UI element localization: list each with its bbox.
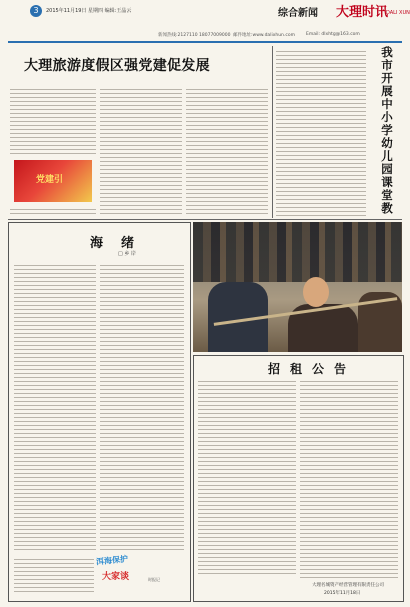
tug-of-war-photo bbox=[193, 222, 402, 352]
essay-body-col2 bbox=[100, 262, 184, 550]
email-text: Email: dlxhtg@163.com bbox=[306, 32, 360, 37]
announcement-title: 招租公告 bbox=[268, 362, 357, 376]
website-text: 邮件地址:www.dalixhun.com bbox=[233, 33, 295, 38]
announcement-date: 2015年11月18日 bbox=[324, 591, 361, 596]
hotline-text: 新闻热线:2127110 18077009000 bbox=[158, 33, 231, 38]
logo-line1: 洱海保护 bbox=[95, 553, 129, 567]
lead-body-col3 bbox=[186, 86, 268, 216]
lake-protection-logo bbox=[96, 555, 162, 589]
header-rule bbox=[8, 41, 402, 43]
brand-logo: 大理时讯 bbox=[336, 5, 389, 20]
lead-body-col1a bbox=[10, 86, 96, 156]
logo-line2: 大家谈 bbox=[102, 572, 130, 582]
lead-headline: 大理旅游度假区强党建促发展 bbox=[24, 58, 210, 74]
photo-crowd bbox=[193, 222, 402, 282]
side-story-body bbox=[276, 48, 366, 216]
lead-body-col2 bbox=[100, 86, 182, 216]
logo-note: 时报记 bbox=[148, 577, 160, 582]
column-divider bbox=[272, 46, 273, 218]
brand-sub: DALI XUN bbox=[386, 10, 410, 16]
page-number-badge: 3 bbox=[30, 5, 42, 17]
issue-meta: 2015年11月19日 星期四 编辑:王晶云 bbox=[46, 8, 132, 14]
essay-body-col1 bbox=[14, 262, 96, 552]
contact-bar bbox=[8, 32, 402, 40]
lead-body-col1b bbox=[10, 206, 96, 216]
section-divider bbox=[8, 219, 402, 220]
masthead bbox=[0, 0, 410, 26]
side-story-headline: 我 市 开 展 中 小 学 幼 儿 园 课 堂 教 bbox=[381, 45, 393, 215]
essay-author: □ 乡 岸 bbox=[118, 251, 136, 257]
essay-title: 海绪 bbox=[90, 236, 153, 251]
lead-photo-text: 党建引 bbox=[36, 175, 64, 185]
announcement-signer: 大理名城资产经营管理有限责任公司 bbox=[312, 583, 384, 588]
lead-photo bbox=[14, 160, 92, 202]
announcement-body-col1 bbox=[198, 378, 296, 574]
essay-body-col1b bbox=[14, 556, 94, 594]
photo-face bbox=[303, 277, 329, 307]
announcement-body-col2 bbox=[300, 378, 398, 578]
section-title: 综合新闻 bbox=[278, 8, 318, 19]
